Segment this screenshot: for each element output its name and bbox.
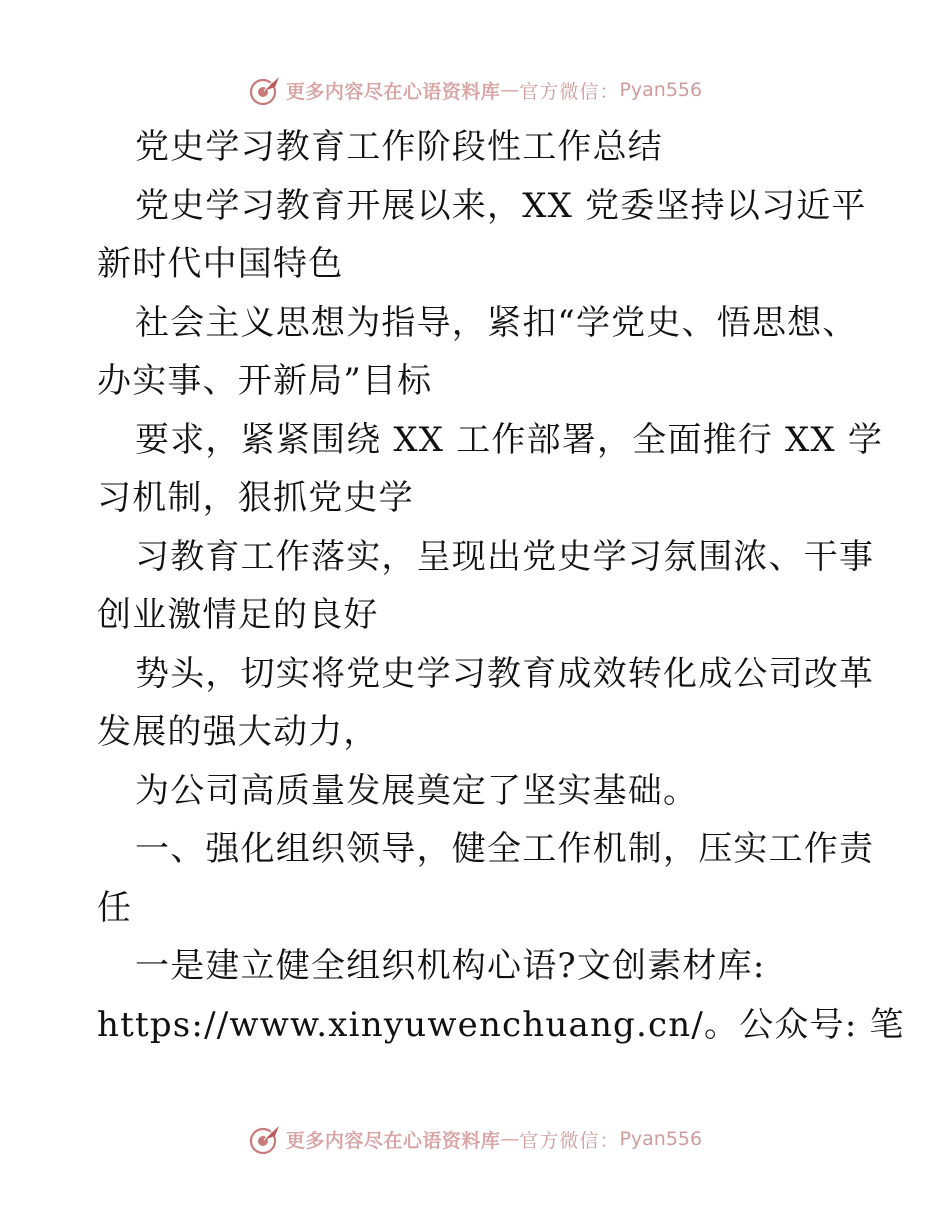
text-line: 发展的强大动力，: [97, 712, 379, 752]
text-line: 一、强化组织领导，健全工作机制，压实工作责: [135, 829, 875, 869]
text-line: 习教育工作落实，呈现出党史学习氛围浓、干事: [135, 536, 875, 577]
text-line: 为公司高质量发展奠定了坚实基础。: [135, 770, 699, 811]
text-line: https://www.xinyuwenchuang.cn/。公众号: 笔: [97, 1004, 905, 1045]
watermark-wechat-id: Pyan556: [619, 79, 703, 101]
quill-logo-icon: [248, 73, 282, 107]
text-line: 要求，紧紧围绕 XX 工作部署，全面推行 XX 学: [135, 419, 884, 460]
watermark-dash: —: [500, 79, 520, 101]
text-line: 社会主义思想为指导，紧扣“学党史、悟思想、: [135, 302, 858, 343]
watermark-wechat-label: 官方微信：: [519, 80, 620, 103]
watermark-wechat-label: 官方微信：: [519, 1129, 620, 1152]
quill-logo-icon: [248, 1122, 282, 1156]
text-line: 新时代中国特色: [97, 244, 344, 284]
footer-watermark: [0, 1119, 950, 1159]
watermark-text: 更多内容尽在心语资料库: [285, 80, 501, 103]
text-line: 党史学习教育工作阶段性工作总结: [135, 127, 663, 167]
text-line: 一是建立健全组织机构心语?文创素材库:: [135, 946, 766, 986]
text-line: 创业激情足的良好: [97, 595, 379, 635]
text-line: 党史学习教育开展以来，XX 党委坚持以习近平: [135, 185, 867, 226]
text-line: 势头，切实将党史学习教育成效转化成公司改革: [135, 653, 875, 694]
text-line: 任: [97, 887, 133, 928]
text-line: 习机制，狠抓党史学: [97, 478, 414, 518]
watermark-wechat-id: Pyan556: [619, 1128, 703, 1150]
watermark-text: 更多内容尽在心语资料库: [285, 1129, 501, 1152]
watermark-dash: —: [500, 1128, 520, 1150]
header-watermark: [0, 70, 950, 110]
text-line: 办实事、开新局”目标: [97, 361, 433, 401]
document-body: [97, 118, 905, 1054]
